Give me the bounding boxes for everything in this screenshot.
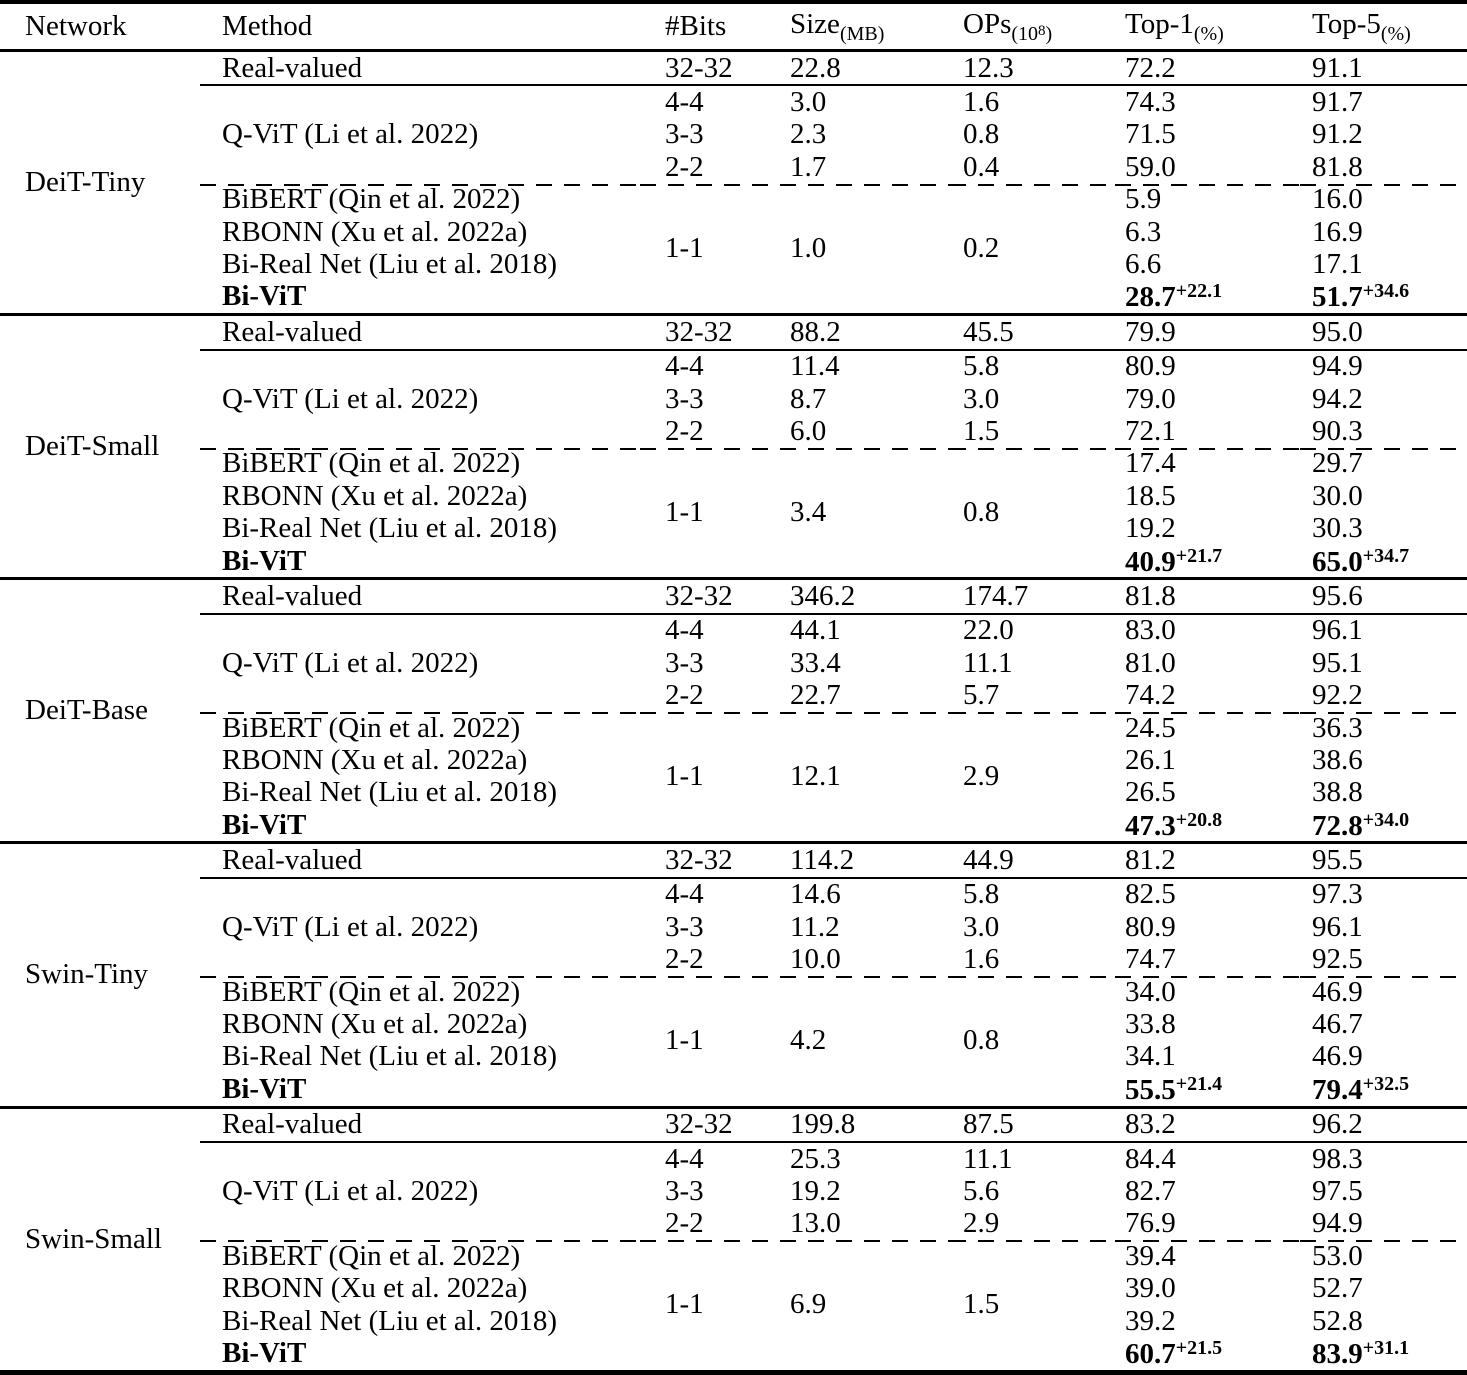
cell-bits: 4-4 (665, 614, 704, 647)
cell-top5: 96.2 (1300, 1107, 1467, 1142)
cell-top5: 91.1 (1300, 51, 1467, 86)
cell-bits: 3-3 (665, 382, 704, 415)
table-row (0, 878, 1467, 911)
cell-size: 22.8 (780, 51, 950, 86)
cell-top5: 98.3 (1312, 1142, 1363, 1175)
cell-method: Real-valued (200, 579, 640, 614)
accuracy-gain-superscript: +34.6 (1362, 280, 1410, 303)
cell-ops: 45.5 (950, 315, 1115, 350)
cell-method: Real-valued (200, 843, 640, 878)
cell-size: 3.0 (790, 86, 827, 119)
header-label: Method (222, 10, 313, 42)
cell-bits: 3-3 (665, 910, 704, 943)
cell-top5: 94.2 (1312, 382, 1363, 415)
cell-bits: 32-32 (640, 1107, 780, 1142)
table-row (0, 843, 1467, 878)
cell-top5: 91.2 (1312, 118, 1363, 151)
cell-top1 (1115, 545, 1300, 579)
cell-top5: 36.3 (1300, 712, 1467, 744)
cell-top1 (1115, 281, 1300, 315)
cell-top5 (1300, 281, 1467, 315)
cell-size: 1.7 (790, 150, 827, 183)
size-unit-subscript: (MB) (839, 22, 885, 45)
cell-ops: 2.9 (963, 1207, 1000, 1240)
cell-bits: 2-2 (665, 150, 704, 183)
cell-method: Bi-Real Net (Liu et al. 2018) (222, 776, 558, 809)
cell-ops: 174.7 (950, 579, 1115, 614)
accuracy-value: 65.0 (1312, 545, 1363, 578)
cell-top5: 17.1 (1312, 248, 1363, 281)
cell-top5: 46.9 (1300, 976, 1467, 1008)
cell-top5: 52.8 (1312, 1304, 1363, 1337)
accuracy-value: 47.3 (1125, 809, 1176, 842)
accuracy-value: 55.5 (1125, 1073, 1176, 1106)
cell-method: Q-ViT (Li et al. 2022) (222, 646, 479, 679)
cell-top1: 81.8 (1115, 579, 1300, 614)
table-row (0, 448, 1467, 480)
cell-ops: 3.0 (963, 382, 1000, 415)
cell-top1: 83.2 (1115, 1107, 1300, 1142)
cell-size: 22.7 (790, 679, 841, 712)
cell-ops: 44.9 (950, 843, 1115, 878)
cell-method: Bi-ViT (200, 1337, 640, 1372)
cell-top1: 26.5 (1125, 776, 1176, 809)
accuracy-gain-superscript: +21.7 (1175, 544, 1223, 567)
cell-method: RBONN (Xu et al. 2022a) (222, 215, 528, 248)
cell-top5: 96.1 (1312, 614, 1363, 647)
cell-size: 8.7 (790, 382, 827, 415)
cell-method: Q-ViT (Li et al. 2022) (222, 118, 479, 151)
cell-top1: 84.4 (1125, 1142, 1176, 1175)
cell-method: Bi-ViT (200, 809, 640, 843)
cell-method: BiBERT (Qin et al. 2022) (200, 1240, 640, 1272)
cell-method: Bi-Real Net (Liu et al. 2018) (222, 512, 558, 545)
cell-top5: 92.2 (1312, 679, 1363, 712)
header-label: Top-5 (1312, 7, 1381, 40)
cell-top1: 24.5 (1115, 712, 1300, 744)
cell-top1: 74.3 (1125, 86, 1176, 119)
cell-ops: 1.6 (963, 943, 1000, 976)
cell-bits: 1-1 (640, 712, 780, 843)
top5-unit-subscript: (%) (1380, 22, 1411, 45)
cell-ops: 1.5 (963, 414, 1000, 447)
cell-size: 25.3 (790, 1142, 841, 1175)
cell-size: 4.2 (780, 976, 950, 1107)
cell-bits: 2-2 (665, 414, 704, 447)
cell-bits: 1-1 (640, 976, 780, 1107)
accuracy-gain-superscript: +34.7 (1362, 544, 1410, 567)
cell-size: 199.8 (780, 1107, 950, 1142)
cell-top5 (1300, 1337, 1467, 1372)
cell-top1: 79.0 (1125, 382, 1176, 415)
table-row (0, 184, 1467, 216)
cell-top1: 80.9 (1125, 350, 1176, 383)
table-row (0, 350, 1467, 383)
cell-top1: 18.5 (1125, 479, 1176, 512)
cell-bits: 3-3 (665, 1174, 704, 1207)
cell-top1: 59.0 (1125, 150, 1176, 183)
accuracy-value: 79.4 (1312, 1073, 1363, 1106)
col-header-top1 (1115, 2, 1300, 51)
accuracy-gain-superscript: +21.4 (1175, 1072, 1223, 1095)
cell-top5: 91.7 (1312, 86, 1363, 119)
cell-ops: 0.2 (950, 184, 1115, 315)
cell-ops: 5.7 (963, 679, 1000, 712)
cell-ops: 0.4 (963, 150, 1000, 183)
cell-top5: 90.3 (1312, 414, 1363, 447)
ops-unit-subscript: (108) (1011, 22, 1053, 45)
cell-size: 3.4 (780, 448, 950, 579)
accuracy-value: 60.7 (1125, 1337, 1176, 1370)
accuracy-gain-superscript: +20.8 (1175, 808, 1223, 831)
header-row (0, 2, 1467, 51)
table-row (0, 1142, 1467, 1175)
cell-top5 (1300, 545, 1467, 579)
cell-bits: 1-1 (640, 448, 780, 579)
accuracy-value: 28.7 (1125, 281, 1176, 314)
table-header (0, 2, 1467, 51)
cell-bits: 3-3 (665, 646, 704, 679)
cell-top5: 38.6 (1312, 743, 1363, 776)
cell-top1: 82.5 (1125, 878, 1176, 911)
cell-method: BiBERT (Qin et al. 2022) (200, 976, 640, 1008)
cell-top1: 79.9 (1115, 315, 1300, 350)
cell-method: BiBERT (Qin et al. 2022) (200, 448, 640, 480)
cell-size: 2.3 (790, 118, 827, 151)
cell-size: 6.9 (780, 1240, 950, 1372)
cell-method: Bi-ViT (200, 281, 640, 315)
cell-top1: 72.2 (1115, 51, 1300, 86)
cell-bits: 2-2 (665, 1207, 704, 1240)
cell-top5: 92.5 (1312, 943, 1363, 976)
cell-size: 33.4 (790, 646, 841, 679)
cell-ops: 0.8 (950, 448, 1115, 579)
cell-method: Q-ViT (Li et al. 2022) (222, 910, 479, 943)
cell-bits: 32-32 (640, 843, 780, 878)
cell-ops: 5.8 (963, 350, 1000, 383)
cell-method: Bi-ViT (200, 1073, 640, 1107)
cell-top1: 83.0 (1125, 614, 1176, 647)
table-row (0, 712, 1467, 744)
cell-ops: 5.6 (963, 1174, 1000, 1207)
cell-top1: 72.1 (1125, 414, 1176, 447)
cell-bits: 3-3 (665, 118, 704, 151)
cell-size: 19.2 (790, 1174, 841, 1207)
cell-bits: 32-32 (640, 51, 780, 86)
cell-top5: 95.6 (1300, 579, 1467, 614)
cell-top5: 97.5 (1312, 1174, 1363, 1207)
table-row (0, 1240, 1467, 1272)
cell-bits: 4-4 (665, 86, 704, 119)
cell-top1: 74.2 (1125, 679, 1176, 712)
cell-network: Swin-Tiny (0, 843, 200, 1107)
cell-top1: 6.3 (1125, 215, 1162, 248)
cell-method: Bi-Real Net (Liu et al. 2018) (222, 1304, 558, 1337)
cell-top1: 5.9 (1115, 184, 1300, 216)
cell-size: 12.1 (780, 712, 950, 843)
cell-top5: 53.0 (1300, 1240, 1467, 1272)
cell-top1: 6.6 (1125, 248, 1162, 281)
cell-top5: 95.5 (1300, 843, 1467, 878)
cell-top1: 39.2 (1125, 1304, 1176, 1337)
accuracy-value: 51.7 (1312, 281, 1363, 314)
cell-method: Real-valued (200, 1107, 640, 1142)
cell-top5: 16.9 (1312, 215, 1363, 248)
cell-top5: 94.9 (1312, 350, 1363, 383)
cell-size: 88.2 (780, 315, 950, 350)
table-row (0, 85, 1467, 118)
cell-bits: 2-2 (665, 679, 704, 712)
cell-ops: 87.5 (950, 1107, 1115, 1142)
cell-method: BiBERT (Qin et al. 2022) (200, 712, 640, 744)
header-label: Network (25, 10, 127, 42)
cell-size: 6.0 (790, 414, 827, 447)
header-label: OPs (963, 7, 1012, 40)
cell-method: Bi-ViT (200, 545, 640, 579)
cell-ops: 5.8 (963, 878, 1000, 911)
table-row (0, 976, 1467, 1008)
cell-top5: 46.7 (1312, 1008, 1363, 1041)
cell-top5: 38.8 (1312, 776, 1363, 809)
cell-top1: 39.0 (1125, 1272, 1176, 1305)
cell-size: 13.0 (790, 1207, 841, 1240)
cell-top5: 94.9 (1312, 1207, 1363, 1240)
cell-size: 10.0 (790, 943, 841, 976)
cell-size: 14.6 (790, 878, 841, 911)
header-label: Top-1 (1125, 7, 1194, 40)
cell-bits: 1-1 (640, 184, 780, 315)
accuracy-gain-superscript: +31.1 (1362, 1336, 1410, 1359)
cell-top5: 81.8 (1312, 150, 1363, 183)
cell-method: Q-ViT (Li et al. 2022) (222, 382, 479, 415)
cell-bits: 32-32 (640, 315, 780, 350)
results-table-body (0, 51, 1467, 1373)
cell-bits: 4-4 (665, 350, 704, 383)
col-header-top5 (1300, 2, 1467, 51)
cell-bits: 32-32 (640, 579, 780, 614)
cell-ops: 0.8 (950, 976, 1115, 1107)
cell-top1: 81.2 (1115, 843, 1300, 878)
cell-ops: 2.9 (950, 712, 1115, 843)
accuracy-gain-superscript: +21.5 (1175, 1336, 1223, 1359)
cell-method: RBONN (Xu et al. 2022a) (222, 1272, 528, 1305)
cell-method: Real-valued (200, 51, 640, 86)
accuracy-gain-superscript: +22.1 (1175, 280, 1223, 303)
header-label: #Bits (665, 10, 727, 42)
cell-bits: 4-4 (665, 1142, 704, 1175)
cell-ops: 0.8 (963, 118, 1000, 151)
accuracy-value: 83.9 (1312, 1337, 1363, 1370)
cell-top5: 46.9 (1312, 1040, 1363, 1073)
cell-top5: 29.7 (1300, 448, 1467, 480)
accuracy-gain-superscript: +34.0 (1362, 808, 1410, 831)
cell-top5: 16.0 (1300, 184, 1467, 216)
cell-top1: 82.7 (1125, 1174, 1176, 1207)
cell-method: Q-ViT (Li et al. 2022) (222, 1174, 479, 1207)
header-label: Size (790, 7, 840, 40)
cell-ops: 11.1 (963, 646, 1013, 679)
cell-top1: 39.4 (1115, 1240, 1300, 1272)
cell-ops: 12.3 (950, 51, 1115, 86)
cell-ops: 11.1 (963, 1142, 1013, 1175)
accuracy-gain-superscript: +32.5 (1362, 1072, 1410, 1095)
cell-top1: 74.7 (1125, 943, 1176, 976)
accuracy-value: 40.9 (1125, 545, 1176, 578)
cell-top5: 95.0 (1300, 315, 1467, 350)
cell-top5 (1300, 809, 1467, 843)
table-row (0, 1107, 1467, 1142)
cell-ops: 1.5 (950, 1240, 1115, 1372)
cell-top1 (1115, 809, 1300, 843)
cell-top1 (1115, 1337, 1300, 1372)
cell-size: 1.0 (780, 184, 950, 315)
cell-top5: 30.3 (1312, 512, 1363, 545)
cell-ops: 22.0 (963, 614, 1014, 647)
cell-top5: 52.7 (1312, 1272, 1363, 1305)
cell-method: Real-valued (200, 315, 640, 350)
cell-top1: 76.9 (1125, 1207, 1176, 1240)
cell-method: Bi-Real Net (Liu et al. 2018) (222, 248, 558, 281)
cell-top1 (1115, 1073, 1300, 1107)
cell-top1: 34.1 (1125, 1040, 1176, 1073)
cell-top1: 19.2 (1125, 512, 1176, 545)
cell-size: 11.2 (790, 910, 840, 943)
cell-method: BiBERT (Qin et al. 2022) (200, 184, 640, 216)
cell-top1: 34.0 (1115, 976, 1300, 1008)
cell-bits: 4-4 (665, 878, 704, 911)
cell-size: 11.4 (790, 350, 840, 383)
cell-top1: 26.1 (1125, 743, 1176, 776)
table-row (0, 614, 1467, 647)
col-header-method (200, 2, 640, 51)
cell-bits: 1-1 (640, 1240, 780, 1372)
table-row (0, 579, 1467, 614)
cell-method: RBONN (Xu et al. 2022a) (222, 479, 528, 512)
cell-network: DeiT-Tiny (0, 51, 200, 315)
cell-top5: 97.3 (1312, 878, 1363, 911)
cell-top5: 95.1 (1312, 646, 1363, 679)
col-header-bits (640, 2, 780, 51)
cell-ops: 3.0 (963, 910, 1000, 943)
cell-size: 114.2 (780, 843, 950, 878)
cell-top1: 81.0 (1125, 646, 1176, 679)
cell-top5 (1300, 1073, 1467, 1107)
col-header-ops (950, 2, 1115, 51)
cell-network: Swin-Small (0, 1107, 200, 1372)
cell-top1: 33.8 (1125, 1008, 1176, 1041)
cell-top1: 71.5 (1125, 118, 1176, 151)
cell-top5: 96.1 (1312, 910, 1363, 943)
cell-size: 346.2 (780, 579, 950, 614)
cell-top1: 17.4 (1115, 448, 1300, 480)
cell-ops: 1.6 (963, 86, 1000, 119)
col-header-network (0, 2, 200, 51)
cell-network: DeiT-Small (0, 315, 200, 579)
accuracy-value: 72.8 (1312, 809, 1363, 842)
cell-top1: 80.9 (1125, 910, 1176, 943)
cell-top5: 30.0 (1312, 479, 1363, 512)
cell-size: 44.1 (790, 614, 841, 647)
col-header-size (780, 2, 950, 51)
top1-unit-subscript: (%) (1193, 22, 1224, 45)
cell-method: Bi-Real Net (Liu et al. 2018) (222, 1040, 558, 1073)
cell-bits: 2-2 (665, 943, 704, 976)
cell-method: RBONN (Xu et al. 2022a) (222, 743, 528, 776)
table-row (0, 315, 1467, 350)
cell-network: DeiT-Base (0, 579, 200, 843)
table-row (0, 51, 1467, 86)
cell-method: RBONN (Xu et al. 2022a) (222, 1008, 528, 1041)
